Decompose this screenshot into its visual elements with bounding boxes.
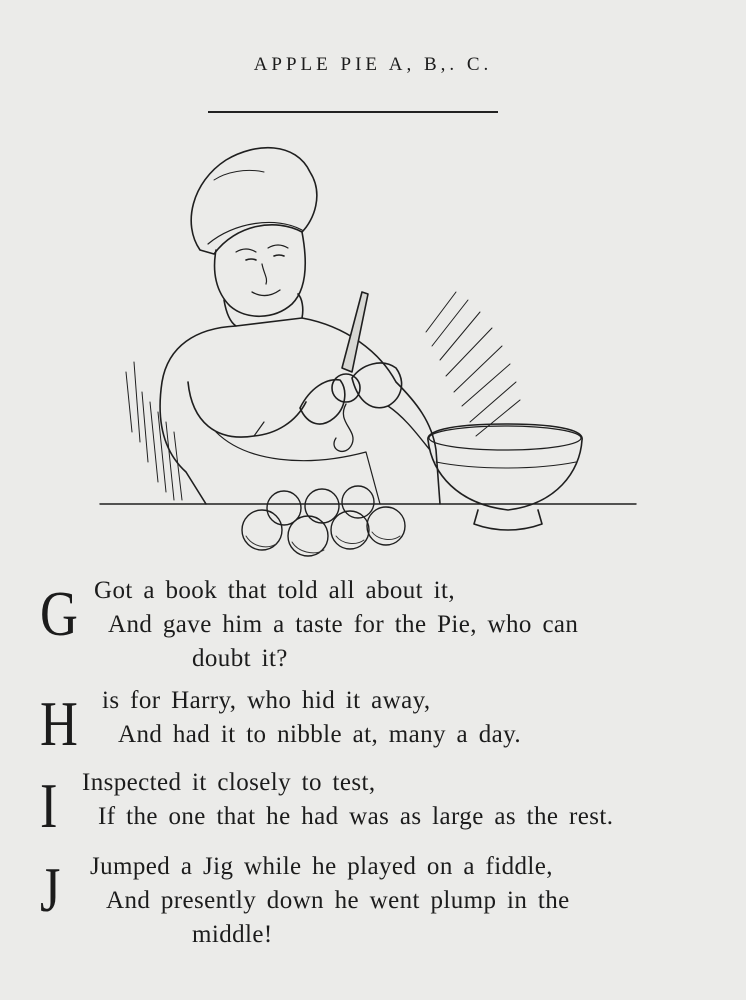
verse-g	[40, 574, 720, 674]
verse-i	[40, 766, 720, 840]
verse-line: Inspected it closely to test,	[82, 769, 376, 796]
drop-cap: H	[40, 688, 79, 759]
verse-line: Got a book that told all about it,	[94, 577, 455, 604]
drop-cap: J	[40, 854, 61, 925]
verse-line: doubt it?	[192, 645, 288, 672]
verse-line: is for Harry, who hid it away,	[102, 687, 431, 714]
verse-line: middle!	[192, 921, 273, 948]
page-header: APPLE PIE A, B,. C.	[253, 54, 493, 75]
cook-peeling-apple-icon	[96, 132, 656, 564]
verse-line: Jumped a Jig while he played on a fiddle,	[90, 853, 553, 880]
verse-line: If the one that he had was as large as the rest.	[98, 803, 614, 830]
verse-line: And gave him a taste for the Pie, who can	[108, 611, 579, 638]
verse-line: And presently down he went plump in the	[106, 887, 570, 914]
header-rule	[208, 111, 498, 113]
verse-h	[40, 684, 720, 758]
drop-cap: I	[40, 770, 58, 841]
verse-j	[40, 850, 720, 950]
verse-line: And had it to nibble at, many a day.	[118, 721, 522, 748]
drop-cap: G	[40, 578, 79, 649]
